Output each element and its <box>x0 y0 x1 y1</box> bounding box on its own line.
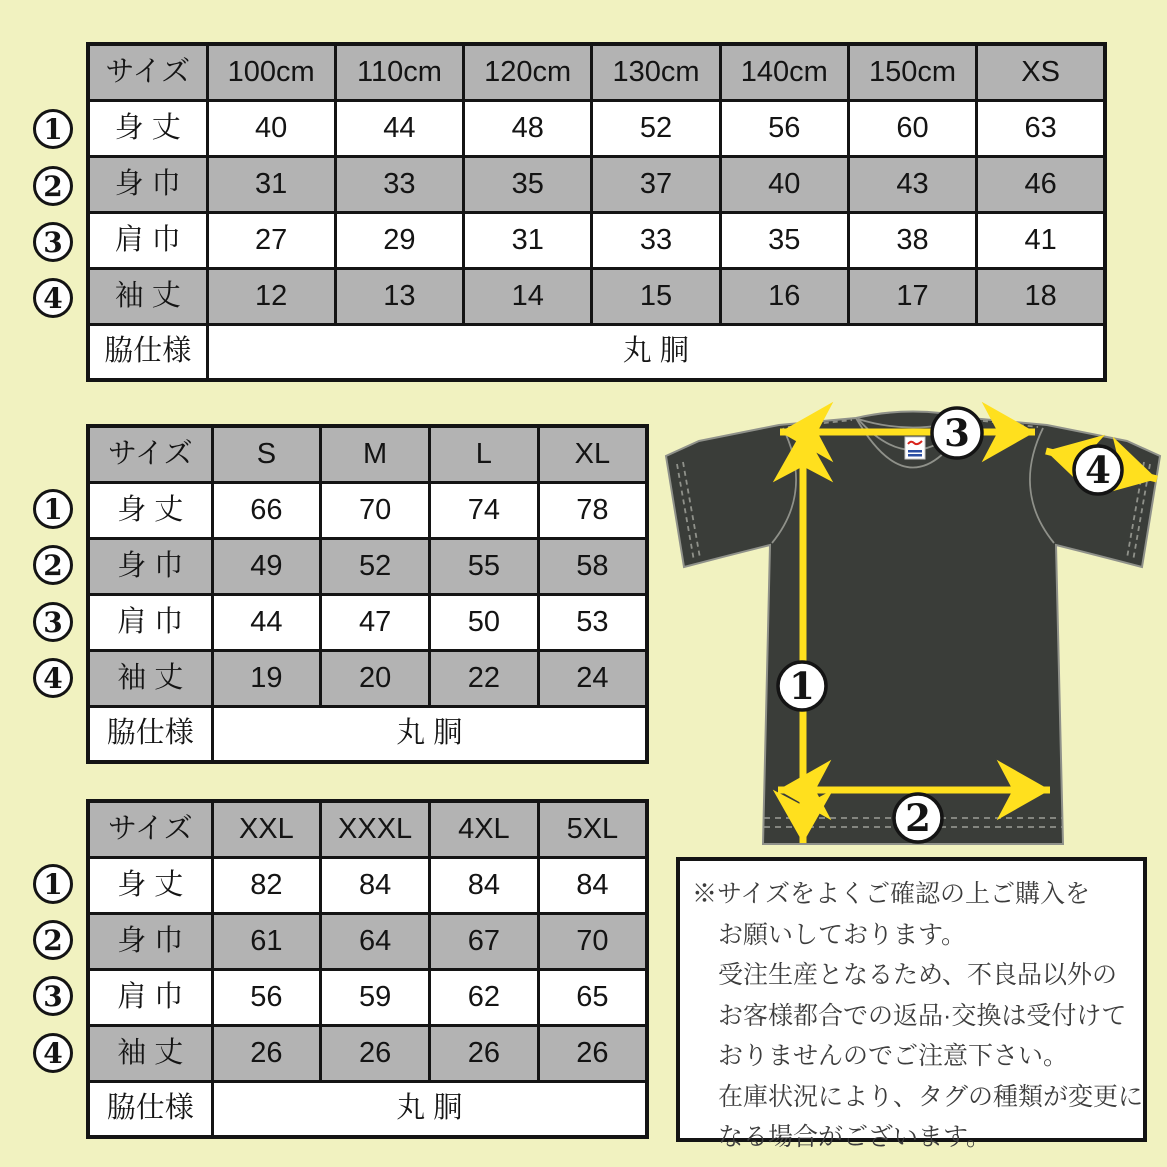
row-label: 身 巾 <box>88 913 212 969</box>
value-cell: 40 <box>207 100 335 156</box>
notice-line: お客様都合での返品·交換は受付けて <box>718 1001 1127 1030</box>
row-marker-1-badge: 1 <box>33 109 73 149</box>
measure-row <box>88 969 647 1025</box>
value-cell: 82 <box>212 857 321 913</box>
marker-4-label: 4 <box>1085 448 1111 492</box>
header-cell: XL <box>538 426 647 482</box>
value-cell: 64 <box>321 913 430 969</box>
value-cell: 55 <box>430 538 539 594</box>
row-label: 袖 丈 <box>88 268 207 324</box>
value-cell: 12 <box>207 268 335 324</box>
value-cell: 74 <box>430 482 539 538</box>
value-cell: 67 <box>430 913 539 969</box>
measure-row <box>88 1025 647 1081</box>
spec-label: 脇仕様 <box>88 706 212 762</box>
row-marker-2-badge: 2 <box>33 920 73 960</box>
header-cell: 130cm <box>592 44 720 100</box>
header-cell: 120cm <box>464 44 592 100</box>
value-cell: 65 <box>538 969 647 1025</box>
notice-line: 在庫状況により、タグの種類が変更に <box>718 1082 1144 1111</box>
measure-row <box>88 268 1105 324</box>
row-label: 袖 丈 <box>88 650 212 706</box>
row-label: 袖 丈 <box>88 1025 212 1081</box>
value-cell: 52 <box>592 100 720 156</box>
row-label: 身 丈 <box>88 857 212 913</box>
value-cell: 56 <box>212 969 321 1025</box>
value-cell: 48 <box>464 100 592 156</box>
row-label: 身 巾 <box>88 538 212 594</box>
value-cell: 29 <box>335 212 463 268</box>
value-cell: 26 <box>321 1025 430 1081</box>
spec-value: 丸 胴 <box>212 1081 647 1137</box>
value-cell: 35 <box>720 212 848 268</box>
header-cell: XXL <box>212 801 321 857</box>
value-cell: 37 <box>592 156 720 212</box>
measure-row <box>88 594 647 650</box>
value-cell: 46 <box>977 156 1105 212</box>
value-cell: 35 <box>464 156 592 212</box>
measure-row <box>88 857 647 913</box>
collar-tag <box>905 437 925 459</box>
value-cell: 31 <box>207 156 335 212</box>
measure-row <box>88 100 1105 156</box>
measure-row <box>88 913 647 969</box>
header-cell: 4XL <box>430 801 539 857</box>
table-header-row <box>88 44 1105 100</box>
value-cell: 44 <box>335 100 463 156</box>
row-label: 肩 巾 <box>88 969 212 1025</box>
value-cell: 40 <box>720 156 848 212</box>
row-marker-3-badge: 3 <box>33 976 73 1016</box>
table-header-row <box>88 801 647 857</box>
spec-row <box>88 1081 647 1137</box>
row-marker-1-badge: 1 <box>33 864 73 904</box>
value-cell: 58 <box>538 538 647 594</box>
value-cell: 63 <box>977 100 1105 156</box>
value-cell: 31 <box>464 212 592 268</box>
row-marker-4-badge: 4 <box>33 658 73 698</box>
value-cell: 78 <box>538 482 647 538</box>
value-cell: 53 <box>538 594 647 650</box>
value-cell: 70 <box>538 913 647 969</box>
value-cell: 16 <box>720 268 848 324</box>
value-cell: 17 <box>848 268 976 324</box>
measure-row <box>88 212 1105 268</box>
kids-size-table <box>86 42 1107 382</box>
header-cell: 140cm <box>720 44 848 100</box>
notice-line: おりませんのでご注意下さい。 <box>718 1042 1069 1070</box>
row-marker-2-badge: 2 <box>33 545 73 585</box>
header-cell: サイズ <box>88 426 212 482</box>
header-cell: S <box>212 426 321 482</box>
row-label: 身 丈 <box>88 100 207 156</box>
header-cell: XXXL <box>321 801 430 857</box>
header-cell: 5XL <box>538 801 647 857</box>
value-cell: 18 <box>977 268 1105 324</box>
header-cell: 110cm <box>335 44 463 100</box>
value-cell: 38 <box>848 212 976 268</box>
measure-row <box>88 482 647 538</box>
value-cell: 26 <box>212 1025 321 1081</box>
notice-line: 受注生産となるため、不良品以外の <box>718 961 1118 989</box>
marker-2-label: 2 <box>905 796 931 840</box>
value-cell: 19 <box>212 650 321 706</box>
value-cell: 15 <box>592 268 720 324</box>
row-label: 身 巾 <box>88 156 207 212</box>
row-label: 肩 巾 <box>88 594 212 650</box>
row-label: 肩 巾 <box>88 212 207 268</box>
value-cell: 20 <box>321 650 430 706</box>
value-cell: 56 <box>720 100 848 156</box>
value-cell: 52 <box>321 538 430 594</box>
row-label: 身 丈 <box>88 482 212 538</box>
row-marker-3-badge: 3 <box>33 602 73 642</box>
row-marker-1-badge: 1 <box>33 489 73 529</box>
adult-size-table <box>86 424 649 764</box>
value-cell: 49 <box>212 538 321 594</box>
purchase-notice-box <box>676 857 1147 1151</box>
notice-line: お願いしております。 <box>718 920 967 949</box>
row-marker-4-badge: 4 <box>33 1033 73 1073</box>
measure-row <box>88 650 647 706</box>
value-cell: 50 <box>430 594 539 650</box>
value-cell: 14 <box>464 268 592 324</box>
value-cell: 13 <box>335 268 463 324</box>
notice-line: ※サイズをよくご確認の上ご購入を <box>692 880 1091 908</box>
value-cell: 44 <box>212 594 321 650</box>
measure-row <box>88 538 647 594</box>
value-cell: 61 <box>212 913 321 969</box>
spec-value: 丸 胴 <box>207 324 1105 380</box>
spec-row <box>88 706 647 762</box>
value-cell: 60 <box>848 100 976 156</box>
value-cell: 59 <box>321 969 430 1025</box>
value-cell: 27 <box>207 212 335 268</box>
value-cell: 70 <box>321 482 430 538</box>
value-cell: 33 <box>335 156 463 212</box>
value-cell: 62 <box>430 969 539 1025</box>
value-cell: 43 <box>848 156 976 212</box>
spec-value: 丸 胴 <box>212 706 647 762</box>
header-cell: サイズ <box>88 801 212 857</box>
big-size-table <box>86 799 649 1139</box>
value-cell: 24 <box>538 650 647 706</box>
spec-label: 脇仕様 <box>88 324 207 380</box>
marker-3-label: 3 <box>944 411 970 455</box>
header-cell: 150cm <box>848 44 976 100</box>
value-cell: 33 <box>592 212 720 268</box>
tshirt-diagram <box>655 398 1167 855</box>
value-cell: 47 <box>321 594 430 650</box>
measure-row <box>88 156 1105 212</box>
spec-row <box>88 324 1105 380</box>
row-marker-3-badge: 3 <box>33 222 73 262</box>
spec-label: 脇仕様 <box>88 1081 212 1137</box>
tshirt-svg <box>655 398 1167 855</box>
value-cell: 84 <box>430 857 539 913</box>
value-cell: 22 <box>430 650 539 706</box>
value-cell: 41 <box>977 212 1105 268</box>
header-cell: 100cm <box>207 44 335 100</box>
value-cell: 84 <box>321 857 430 913</box>
table-header-row <box>88 426 647 482</box>
header-cell: XS <box>977 44 1105 100</box>
value-cell: 84 <box>538 857 647 913</box>
value-cell: 26 <box>538 1025 647 1081</box>
header-cell: サイズ <box>88 44 207 100</box>
row-marker-4-badge: 4 <box>33 278 73 318</box>
value-cell: 26 <box>430 1025 539 1081</box>
notice-line: なる場合がございます。 <box>718 1123 992 1151</box>
row-marker-2-badge: 2 <box>33 166 73 206</box>
marker-1-label: 1 <box>789 664 815 708</box>
value-cell: 66 <box>212 482 321 538</box>
header-cell: L <box>430 426 539 482</box>
header-cell: M <box>321 426 430 482</box>
